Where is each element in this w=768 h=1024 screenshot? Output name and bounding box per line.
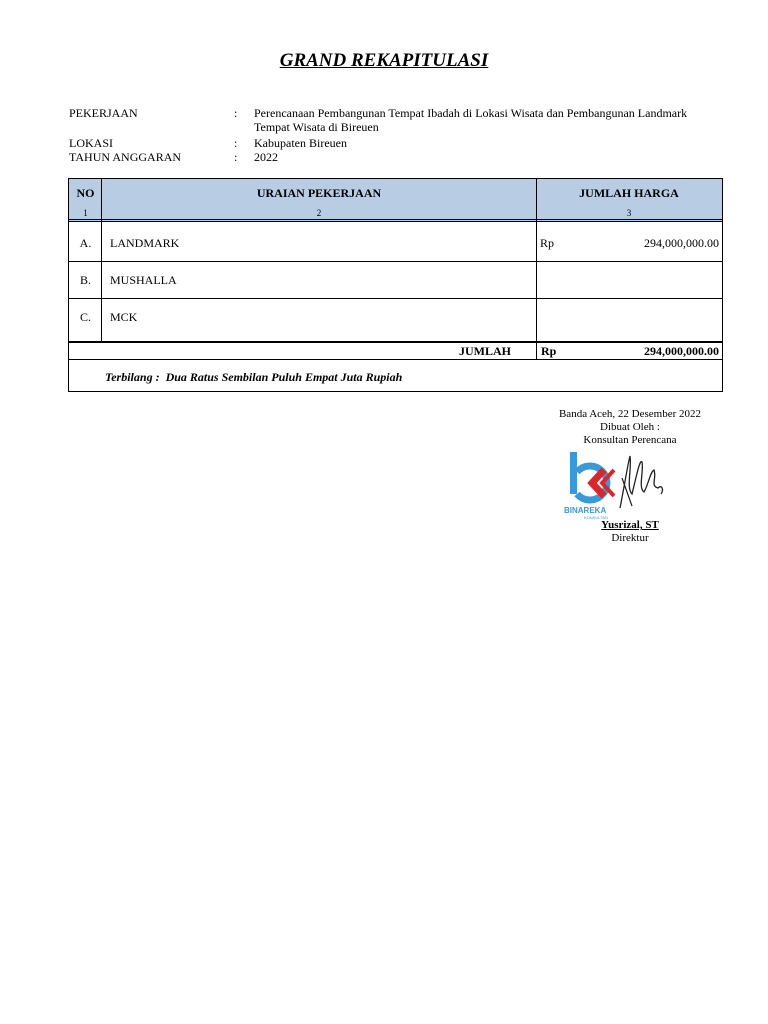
tahun-label: TAHUN ANGGARAN bbox=[69, 150, 182, 164]
terbilang-value: Dua Ratus Sembilan Puluh Empat Juta Rupiah bbox=[165, 370, 403, 384]
row-desc: LANDMARK bbox=[110, 236, 180, 250]
total-label: JUMLAH bbox=[459, 344, 511, 358]
row-amount: 294,000,000.00 bbox=[644, 236, 719, 250]
row-no: A. bbox=[79, 236, 92, 250]
table-row bbox=[69, 299, 722, 337]
table-row bbox=[69, 262, 722, 299]
header-no: NO bbox=[76, 186, 95, 200]
table-row bbox=[69, 225, 722, 262]
handwritten-signature bbox=[620, 456, 662, 508]
total-amount: 294,000,000.00 bbox=[644, 344, 719, 358]
signer-role: Konsultan Perencana bbox=[583, 434, 677, 446]
col-number: 3 bbox=[626, 208, 632, 218]
pekerjaan-value-line2: Tempat Wisata di Bireuen bbox=[254, 120, 379, 134]
row-no: C. bbox=[79, 310, 91, 324]
col-number: 2 bbox=[316, 208, 322, 218]
pekerjaan-label: PEKERJAAN bbox=[69, 106, 138, 120]
column-number-row bbox=[69, 207, 722, 222]
row-currency: Rp bbox=[540, 236, 555, 250]
terbilang-label: Terbilang : bbox=[105, 370, 160, 384]
signature-block bbox=[540, 408, 720, 447]
info-row-tahun bbox=[69, 150, 704, 164]
col-number: 1 bbox=[83, 208, 88, 218]
signer-block bbox=[540, 519, 720, 545]
total-currency: Rp bbox=[541, 344, 557, 358]
project-info bbox=[69, 106, 704, 164]
row-no: B. bbox=[79, 273, 91, 287]
company-logo bbox=[562, 448, 672, 520]
lokasi-label: LOKASI bbox=[69, 136, 113, 150]
recap-table bbox=[68, 178, 723, 392]
terbilang bbox=[105, 370, 402, 385]
lokasi-value: Kabupaten Bireuen bbox=[254, 136, 347, 150]
table-header bbox=[69, 179, 722, 208]
colon: : bbox=[234, 150, 238, 164]
logo-text: BINAREKA bbox=[564, 506, 607, 515]
row-desc: MUSHALLA bbox=[110, 273, 177, 287]
colon: : bbox=[234, 106, 238, 120]
place-date: Banda Aceh, 22 Desember 2022 bbox=[558, 408, 702, 420]
tahun-value: 2022 bbox=[254, 150, 278, 164]
row-desc: MCK bbox=[110, 310, 138, 324]
column-divider bbox=[536, 343, 537, 360]
total-row bbox=[69, 341, 722, 360]
pekerjaan-value-line1: Perencanaan Pembangunan Tempat Ibadah di Lokasi Wisata dan Pembangunan Landmark bbox=[254, 106, 688, 120]
header-jumlah-harga: JUMLAH HARGA bbox=[579, 186, 679, 200]
pekerjaan-value bbox=[254, 106, 704, 134]
info-row-pekerjaan bbox=[69, 106, 704, 134]
logo-subtext: KONSULTAN bbox=[584, 515, 608, 520]
signer-name: Yusrizal, ST bbox=[601, 519, 659, 531]
header-uraian: URAIAN PEKERJAAN bbox=[256, 186, 382, 200]
info-row-lokasi bbox=[69, 136, 704, 150]
page-title: GRAND REKAPITULASI bbox=[279, 50, 489, 71]
made-by: Dibuat Oleh : bbox=[600, 421, 660, 433]
colon: : bbox=[234, 136, 238, 150]
signer-position: Direktur bbox=[611, 532, 649, 544]
